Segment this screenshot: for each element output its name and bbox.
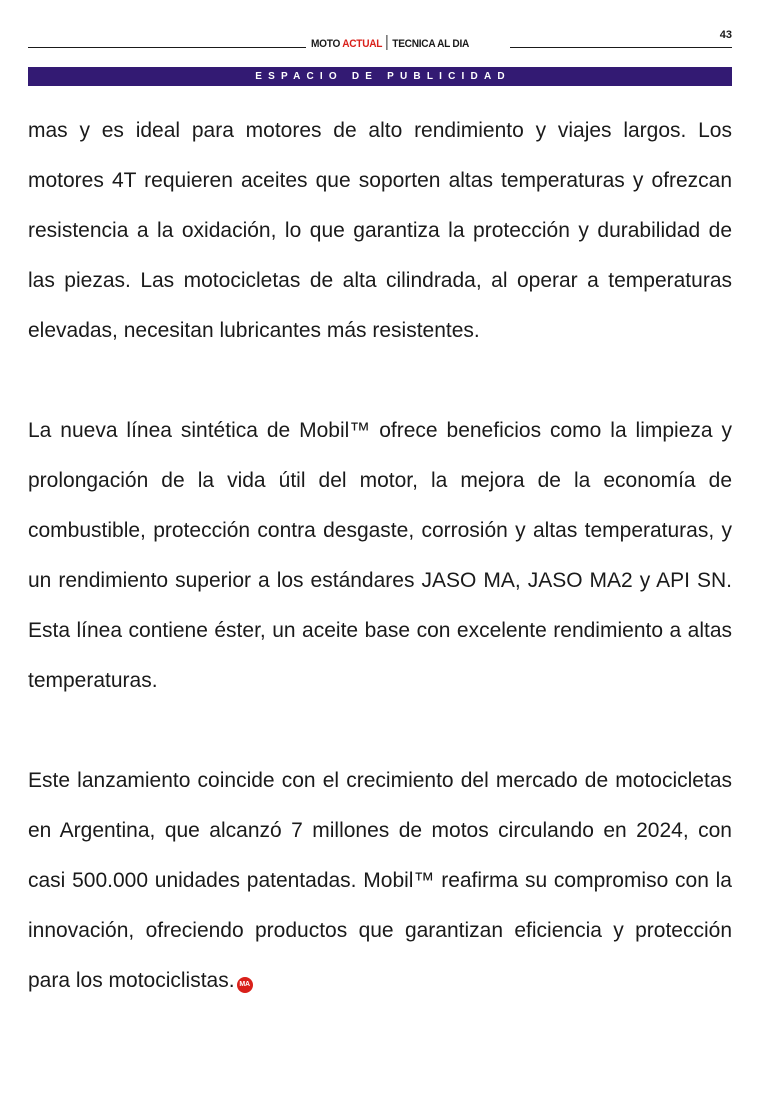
section-title: TECNICA AL DIA	[392, 38, 470, 50]
article-body	[28, 106, 732, 1006]
masthead-divider	[387, 35, 388, 50]
masthead	[311, 35, 469, 50]
banner-label: ESPACIO DE PUBLICIDAD	[255, 71, 511, 82]
advertising-banner	[28, 67, 732, 86]
brand-name: MOTO	[311, 38, 343, 50]
page-header	[28, 28, 732, 52]
page-number: 43	[719, 29, 732, 41]
article-paragraph-text: Este lanzamiento coincide con el crecimiento del mercado de motocicletas en Argentina, que alcanzó 7 millones de motos circulando en 2024, con casi 500.000 unidades patentadas. Mobil™ reafirma su compromiso con la innovación, ofreciendo productos que garantizan eficiencia y protección para los motociclistas.	[28, 769, 732, 992]
header-rule-right	[510, 47, 732, 48]
brand-name-accent: ACTUAL	[342, 38, 383, 50]
article-paragraph	[28, 756, 732, 1006]
header-rule-left	[28, 47, 306, 48]
article-paragraph: La nueva línea sintética de Mobil™ ofrece beneficios como la limpieza y prolongación de la vida útil del motor, la mejora de la economía de combustible, protección contra desgaste, corrosión y altas temperaturas, y un rendimiento superior a los estándares JASO MA, JASO MA2 y API SN. Esta línea contiene éster, un aceite base con excelente rendimiento a altas temperaturas.	[28, 419, 732, 692]
article-paragraph: mas y es ideal para motores de alto rendimiento y viajes largos. Los motores 4T requieren aceites que soporten altas temperaturas y ofrezcan resistencia a la oxidación, lo que garantiza la protección y durabilidad de las piezas. Las motocicletas de alta cilindrada, al operar a temperaturas elevadas, necesitan lubricantes más resistentes.	[28, 119, 732, 342]
end-mark-logo: MA	[237, 977, 253, 993]
